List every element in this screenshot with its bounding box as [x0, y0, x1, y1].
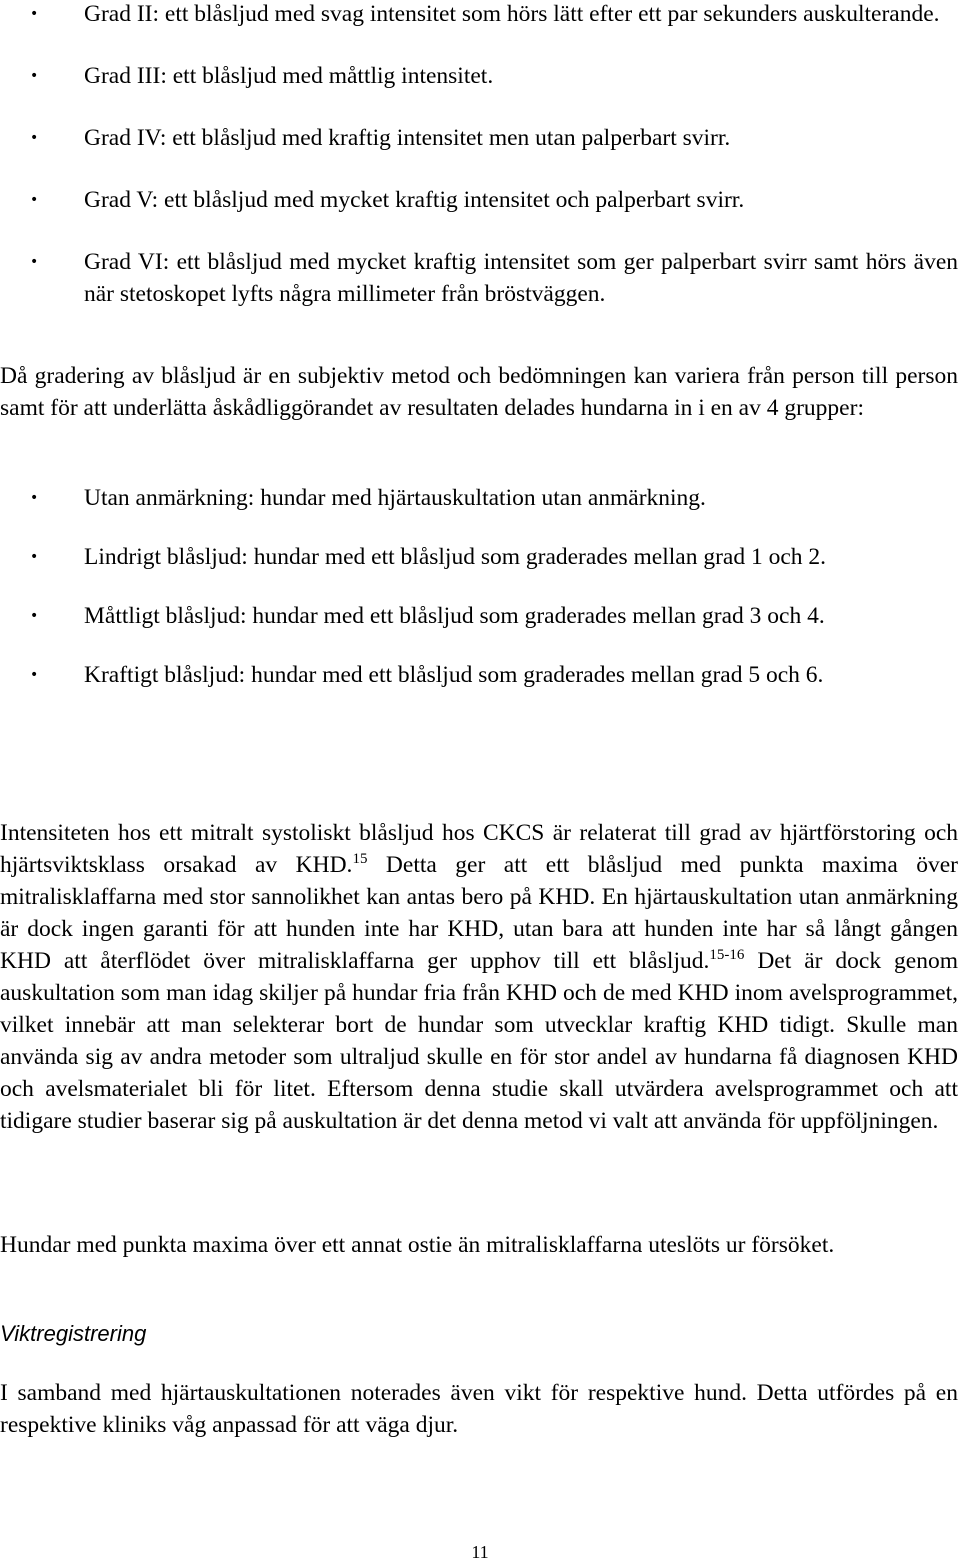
group-2-text: Lindrigt blåsljud: hundar med ett blåsljud som graderades mellan grad 1 och 2. [84, 544, 827, 570]
list-item [0, 60, 960, 92]
list-item [0, 0, 960, 30]
bullet-icon: • [30, 68, 39, 84]
bullet-icon: • [30, 254, 39, 270]
list-item [0, 246, 960, 310]
bullet-icon: • [30, 192, 39, 208]
bullet-icon: • [30, 130, 39, 146]
list-item [0, 122, 960, 154]
intensity-text-part1: Intensiteten hos ett mitralt systoliskt blåsljud hos CKCS är relaterat till grad av hjärtförstoring och hjärtsviktsklass orsakad av KHD. [0, 820, 958, 878]
grade-5-text: Grad V: ett blåsljud med mycket kraftig intensitet och palperbart svirr. [84, 187, 745, 213]
page-number: 11 [471, 1542, 489, 1562]
intensity-text-part3: Det är dock genom auskultation som man idag skiljer på hundar fria från KHD och de med KHD inom avelsprogrammet, vilket innebär att man selekterar bort de hundar som utvecklar kraftig KHD tidigt. Skulle man använda sig av andra metoder som ultraljud skulle en för stor andel av hundarna få diagnosen KHD och avelsmaterialet bli för litet. Eftersom denna studie skall utvärdera avelsprogrammet och att tidigare studier baserar sig på auskultation är det denna metod vi valt att använda för uppföljningen. [0, 948, 959, 1134]
bullet-icon: • [30, 490, 39, 506]
reference-superscript: 15 [352, 851, 368, 867]
reference-superscript: 15-16 [709, 947, 745, 963]
group-3-text: Måttligt blåsljud: hundar med ett blåsljud som graderades mellan grad 3 och 4. [84, 603, 825, 629]
weight-paragraph: I samband med hjärtauskultationen noterades även vikt för respektive hund. Detta utfördes på en respektive kliniks våg anpassad för att väga djur. [0, 1380, 958, 1438]
list-item [0, 482, 960, 514]
bullet-icon: • [30, 6, 39, 22]
murmur-grade-list [0, 0, 960, 340]
bullet-icon: • [30, 608, 39, 624]
grade-6-text: Grad VI: ett blåsljud med mycket kraftig intensitet som ger palperbart svirr samt hörs även när stetoskopet lyfts några millimeter från bröstväggen. [84, 249, 958, 307]
intensity-paragraph [0, 817, 958, 1137]
list-item [0, 184, 960, 216]
group-1-text: Utan anmärkning: hundar med hjärtauskultation utan anmärkning. [84, 485, 706, 511]
intro-paragraph: Då gradering av blåsljud är en subjektiv metod och bedömningen kan variera från person till person samt för att underlätta åskådliggörandet av resultaten delades hundarna in i en av 4 grupper: [0, 363, 958, 421]
group-4-text: Kraftigt blåsljud: hundar med ett blåsljud som graderades mellan grad 5 och 6. [84, 662, 824, 688]
bullet-icon: • [30, 549, 39, 565]
bullet-icon: • [30, 667, 39, 683]
intensity-text-part2: Detta ger att ett blåsljud med punkta maxima över mitralisklaffarna med stor sannolikhet kan antas bero på KHD. En hjärtauskultation utan anmärkning är dock ingen garanti för att hunden inte har KHD, utan bara att hunden inte har så långt gången KHD att återflödet över mitralisklaffarna ger upphov till ett blåsljud. [0, 852, 958, 974]
list-item [0, 541, 960, 573]
grade-3-text: Grad III: ett blåsljud med måttlig intensitet. [84, 63, 494, 89]
list-item [0, 659, 960, 691]
grade-2-text: Grad II: ett blåsljud med svag intensitet som hörs lätt efter ett par sekunders auskulterande. [84, 1, 940, 27]
section-heading: Viktregistrering [0, 1321, 147, 1346]
exclusion-paragraph: Hundar med punkta maxima över ett annat ostie än mitralisklaffarna uteslöts ur försöket. [0, 1232, 835, 1258]
list-item [0, 600, 960, 632]
group-list [0, 482, 960, 718]
grade-4-text: Grad IV: ett blåsljud med kraftig intensitet men utan palperbart svirr. [84, 125, 731, 151]
